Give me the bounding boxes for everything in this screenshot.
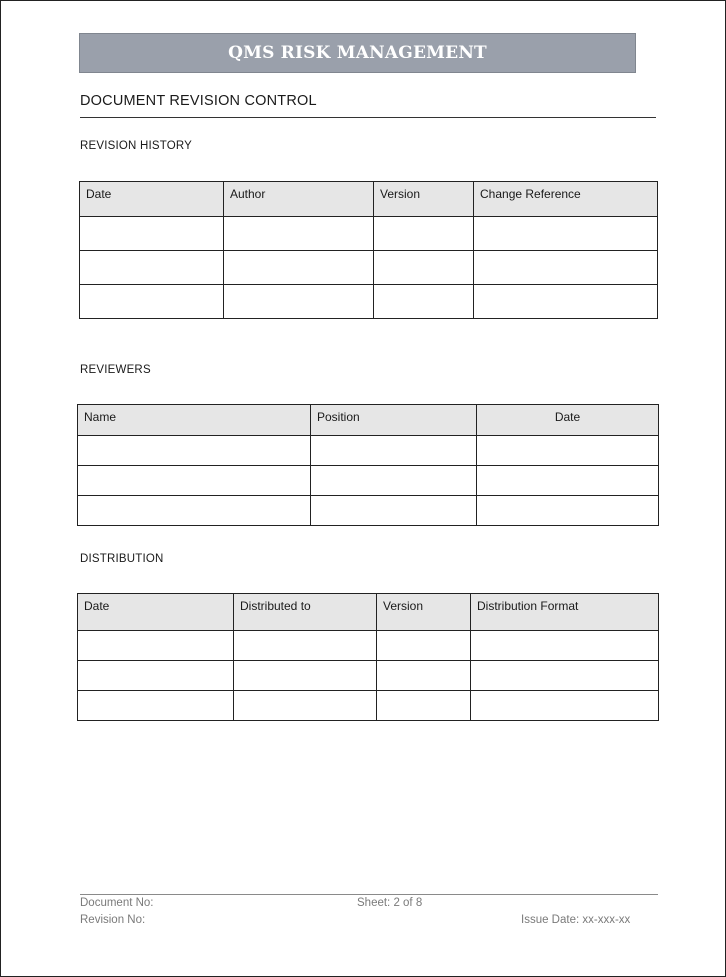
table-cell[interactable] [471,691,659,721]
table-cell[interactable] [311,436,477,466]
footer-issue-date: Issue Date: xx-xxx-xx [521,914,631,926]
table-cell[interactable] [224,251,374,285]
table-row [78,691,659,721]
table-cell[interactable] [311,466,477,496]
table-cell[interactable] [80,285,224,319]
table-row [78,631,659,661]
table-cell[interactable] [78,496,311,526]
column-header-date: Date [78,594,234,631]
table-cell[interactable] [374,217,474,251]
table-cell[interactable] [78,691,234,721]
table-cell[interactable] [78,466,311,496]
table-cell[interactable] [234,691,377,721]
table-cell[interactable] [78,661,234,691]
reviewers-label: REVIEWERS [80,364,151,376]
column-header-version: Version [377,594,471,631]
table-header-row [78,594,659,631]
table-row [78,436,659,466]
table-header-row [80,182,658,217]
column-header-author: Author [224,182,374,217]
column-header-date: Date [80,182,224,217]
column-header-date: Date [477,405,659,436]
table-cell[interactable] [474,217,658,251]
column-header-position: Position [311,405,477,436]
title-divider [80,117,656,118]
table-row [80,285,658,319]
table-cell[interactable] [471,631,659,661]
reviewers-table [77,404,659,526]
table-row [78,496,659,526]
revision-history-table [79,181,658,319]
table-cell[interactable] [477,466,659,496]
column-header-change-reference: Change Reference [474,182,658,217]
table-cell[interactable] [477,496,659,526]
table-cell[interactable] [377,691,471,721]
table-cell[interactable] [471,661,659,691]
footer-divider [80,894,658,895]
table-cell[interactable] [80,217,224,251]
footer-document-no: Document No: [80,897,154,909]
table-cell[interactable] [234,661,377,691]
column-header-distributed-to: Distributed to [234,594,377,631]
table-row [80,217,658,251]
table-cell[interactable] [224,217,374,251]
table-cell[interactable] [78,631,234,661]
table-row [80,251,658,285]
column-header-version: Version [374,182,474,217]
footer-sheet-number: Sheet: 2 of 8 [357,897,423,909]
distribution-label: DISTRIBUTION [80,553,164,565]
table-cell[interactable] [377,631,471,661]
table-cell[interactable] [234,631,377,661]
footer-revision-no: Revision No: [80,914,146,926]
table-row [78,466,659,496]
table-row [78,661,659,691]
table-cell[interactable] [477,436,659,466]
table-cell[interactable] [474,251,658,285]
distribution-table [77,593,659,721]
table-header-row [78,405,659,436]
header-banner [79,33,636,73]
table-cell[interactable] [374,251,474,285]
table-cell[interactable] [311,496,477,526]
column-header-distribution-format: Distribution Format [471,594,659,631]
revision-history-label: REVISION HISTORY [80,140,193,152]
banner-title: QMS RISK MANAGEMENT [228,43,487,63]
document-title: DOCUMENT REVISION CONTROL [80,93,317,109]
table-cell[interactable] [374,285,474,319]
table-cell[interactable] [80,251,224,285]
column-header-name: Name [78,405,311,436]
table-cell[interactable] [78,436,311,466]
table-cell[interactable] [474,285,658,319]
table-cell[interactable] [224,285,374,319]
table-cell[interactable] [377,661,471,691]
